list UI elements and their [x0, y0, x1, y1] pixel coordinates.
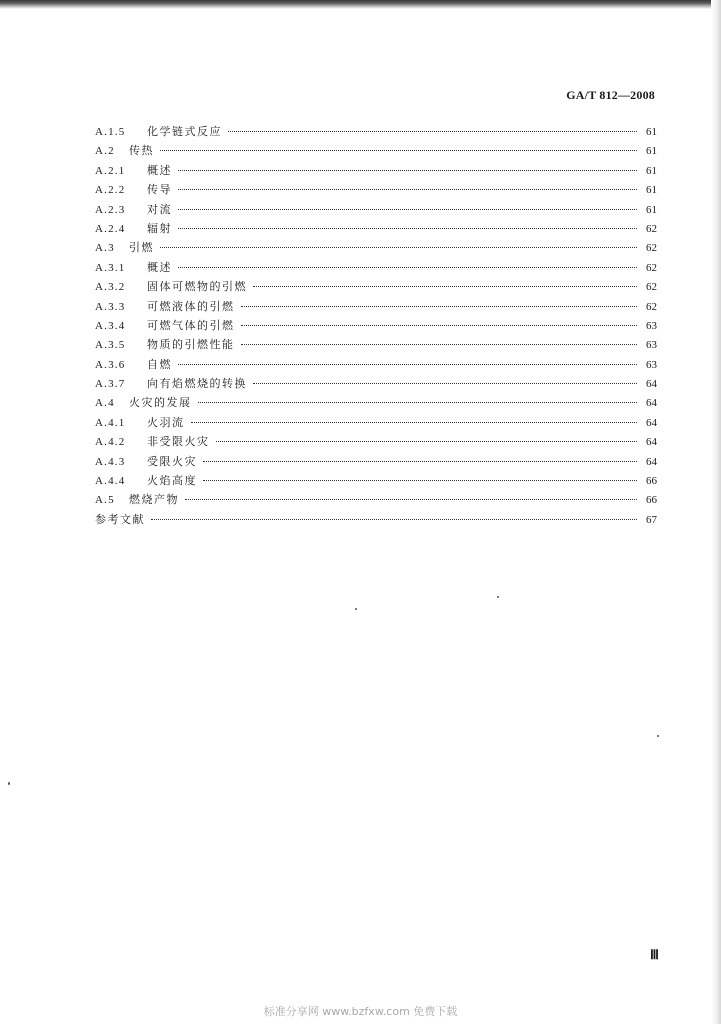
toc-entry-page: 64	[646, 397, 657, 410]
toc-entry-number: A.4	[95, 397, 115, 410]
toc-entry-page: 62	[646, 300, 657, 313]
toc-entry-title: 传导	[147, 183, 172, 197]
toc-entry-title: 物质的引燃性能	[147, 338, 235, 352]
toc-entry-a-3-6[interactable]	[95, 355, 657, 374]
toc-entry-title: 向有焰燃烧的转换	[147, 377, 247, 391]
toc-entry-title: 自燃	[147, 357, 172, 371]
toc-entry-references[interactable]	[95, 510, 657, 529]
toc-dot-leader	[198, 402, 638, 403]
toc-dot-leader	[191, 422, 638, 423]
toc-entry-number: A.3.6	[95, 358, 126, 371]
toc-entry-page: 62	[646, 222, 657, 235]
toc-entry-a-4-1[interactable]	[95, 413, 657, 432]
toc-dot-leader	[241, 344, 638, 345]
toc-dot-leader	[178, 189, 637, 190]
toc-dot-leader	[151, 519, 637, 520]
toc-entry-page: 61	[646, 145, 657, 158]
toc-entry-page: 63	[646, 319, 657, 332]
toc-entry-a-3-5[interactable]	[95, 335, 657, 354]
toc-entry-a-3[interactable]	[95, 238, 657, 257]
toc-entry-number: A.5	[95, 494, 115, 507]
toc-entry-a-3-4[interactable]	[95, 316, 657, 335]
toc-dot-leader	[160, 150, 637, 151]
toc-entry-page: 62	[646, 281, 657, 294]
toc-entry-title: 可燃气体的引燃	[147, 318, 235, 332]
toc-entry-page: 64	[646, 436, 657, 449]
toc-entry-title: 燃烧产物	[129, 493, 179, 507]
toc-dot-leader	[253, 383, 637, 384]
toc-entry-number: A.3.3	[95, 300, 126, 313]
toc-entry-page: 67	[646, 513, 657, 526]
toc-entry-number: A.4.4	[95, 475, 126, 488]
toc-entry-a-2-3[interactable]	[95, 200, 657, 219]
toc-entry-title: 化学链式反应	[147, 125, 222, 138]
toc-entry-page: 61	[646, 203, 657, 216]
toc-entry-a-3-7[interactable]	[95, 374, 657, 393]
toc-entry-number: A.1.5	[95, 126, 126, 138]
toc-entry-a-1-5[interactable]	[95, 122, 657, 141]
page-number: Ⅲ	[650, 947, 659, 962]
toc-entry-number: A.3.1	[95, 261, 126, 274]
toc-entry-title: 对流	[147, 202, 172, 216]
toc-entry-title: 概述	[147, 260, 172, 274]
toc-entry-a-2-1[interactable]	[95, 161, 657, 180]
toc-entry-number: A.2.1	[95, 164, 126, 177]
toc-dot-leader	[178, 209, 637, 210]
toc-dot-leader	[185, 499, 637, 500]
toc-entry-number: A.3.4	[95, 319, 126, 332]
toc-entry-number: A.4.3	[95, 455, 126, 468]
toc-dot-leader	[203, 480, 637, 481]
toc-dot-leader	[178, 267, 637, 268]
watermark-text: 标准分享网 www.bzfxw.com 免费下载	[263, 1005, 458, 1018]
document-code: GA/T 812—2008	[566, 88, 655, 102]
toc-entry-page: 64	[646, 378, 657, 391]
toc-entry-title: 传热	[129, 144, 154, 158]
toc-entry-number: A.2.3	[95, 203, 126, 216]
toc-entry-title: 非受限火灾	[147, 435, 210, 449]
toc-entry-number: A.3.5	[95, 339, 126, 352]
toc-entry-a-2-4[interactable]	[95, 219, 657, 238]
toc-entry-a-2-2[interactable]	[95, 180, 657, 199]
toc-entry-page: 61	[646, 126, 657, 138]
toc-entry-number: A.3.2	[95, 281, 126, 294]
toc-entry-page: 66	[646, 494, 657, 507]
toc-entry-title: 火羽流	[147, 415, 185, 429]
toc-entry-page: 63	[646, 339, 657, 352]
toc-entry-a-3-2[interactable]	[95, 277, 657, 296]
toc-entry-a-5[interactable]	[95, 490, 657, 509]
table-of-contents	[95, 122, 657, 529]
toc-entry-a-3-3[interactable]	[95, 297, 657, 316]
scan-edge-right	[711, 0, 721, 1024]
toc-dot-leader	[228, 131, 637, 132]
scan-speck	[497, 596, 499, 598]
toc-entry-page: 63	[646, 358, 657, 371]
toc-entry-page: 64	[646, 416, 657, 429]
toc-entry-title: 火焰高度	[147, 474, 197, 488]
toc-entry-title: 可燃液体的引燃	[147, 299, 235, 313]
toc-entry-a-3-1[interactable]	[95, 258, 657, 277]
toc-entry-title: 概述	[147, 163, 172, 177]
toc-entry-page: 62	[646, 242, 657, 255]
toc-entry-number: A.2.2	[95, 184, 126, 197]
toc-entry-title: 参考文献	[95, 512, 145, 526]
toc-dot-leader	[241, 306, 638, 307]
toc-entry-title: 火灾的发展	[129, 396, 192, 410]
scan-speck	[355, 608, 357, 610]
toc-entry-page: 61	[646, 184, 657, 197]
toc-dot-leader	[241, 325, 638, 326]
toc-entry-page: 62	[646, 261, 657, 274]
toc-entry-number: A.2.4	[95, 222, 126, 235]
toc-entry-title: 固体可燃物的引燃	[147, 280, 247, 294]
toc-entry-number: A.3.7	[95, 378, 126, 391]
toc-entry-title: 辐射	[147, 221, 172, 235]
toc-entry-a-4-3[interactable]	[95, 452, 657, 471]
toc-entry-a-2[interactable]	[95, 141, 657, 160]
toc-dot-leader	[178, 170, 637, 171]
toc-dot-leader	[203, 461, 637, 462]
toc-entry-number: A.4.1	[95, 416, 126, 429]
toc-entry-number: A.2	[95, 145, 115, 158]
toc-dot-leader	[178, 364, 637, 365]
toc-dot-leader	[216, 441, 638, 442]
toc-entry-page: 64	[646, 455, 657, 468]
scan-speck	[8, 782, 10, 785]
toc-entry-number: A.4.2	[95, 436, 126, 449]
toc-entry-a-4-4[interactable]	[95, 471, 657, 490]
toc-entry-a-4[interactable]	[95, 393, 657, 412]
toc-entry-page: 61	[646, 164, 657, 177]
toc-dot-leader	[178, 228, 637, 229]
toc-dot-leader	[160, 247, 637, 248]
toc-dot-leader	[253, 286, 637, 287]
toc-entry-title: 引燃	[129, 241, 154, 255]
scan-edge-top	[0, 0, 721, 9]
toc-entry-number: A.3	[95, 242, 115, 255]
toc-entry-title: 受限火灾	[147, 454, 197, 468]
scan-speck	[657, 735, 659, 737]
toc-entry-a-4-2[interactable]	[95, 432, 657, 451]
toc-entry-page: 66	[646, 475, 657, 488]
